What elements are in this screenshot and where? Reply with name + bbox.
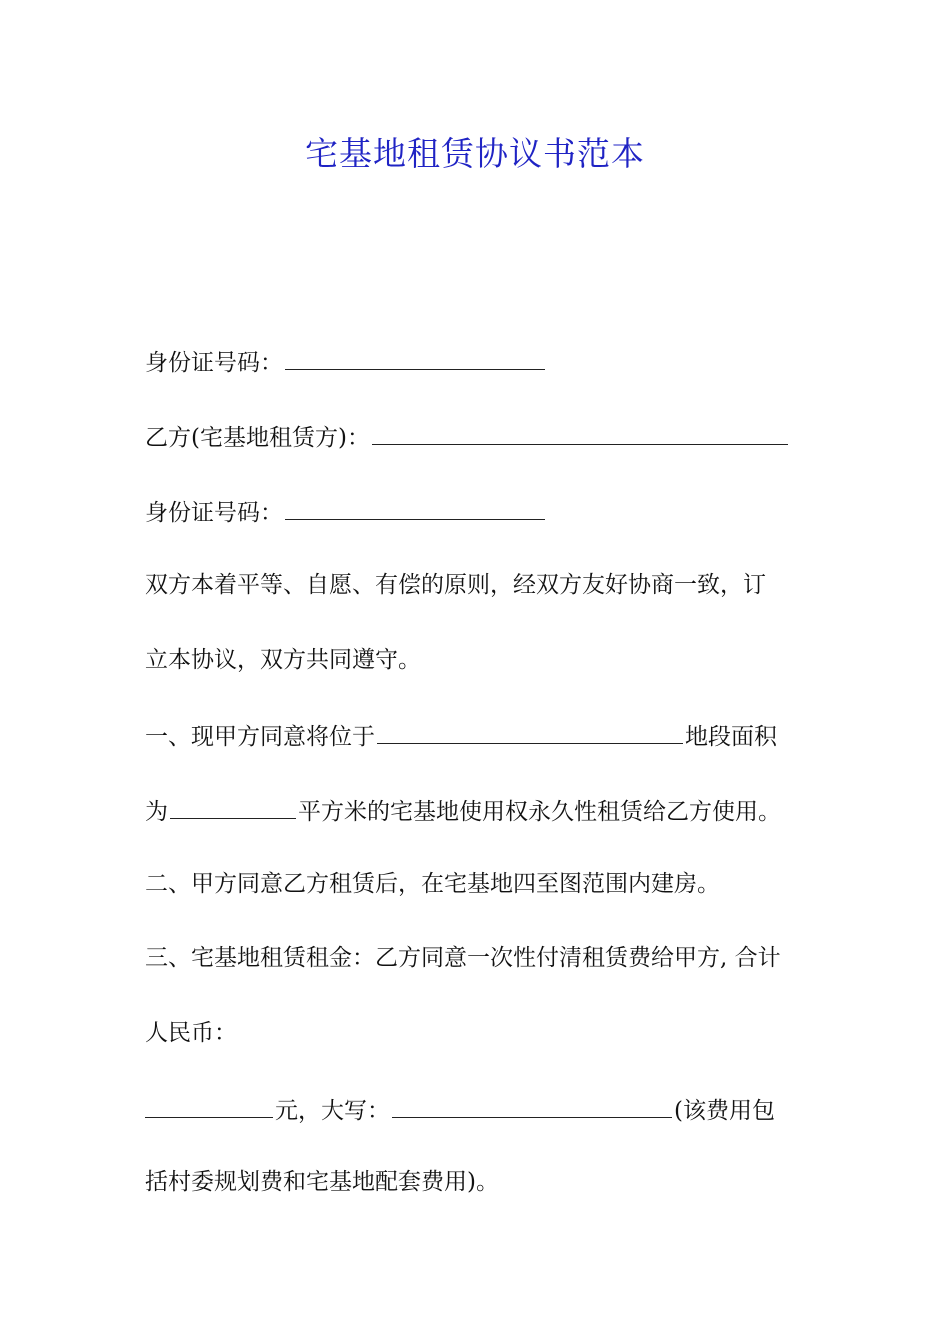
id-number-blank[interactable]: [285, 345, 545, 370]
principle-text-1: 双方本着平等、自愿、有偿的原则，经双方友好协商一致，订: [145, 572, 766, 598]
area-blank[interactable]: [170, 794, 296, 819]
party-b-blank[interactable]: [372, 420, 788, 445]
id-number-line-2: [145, 495, 547, 528]
document-title: 宅基地租赁协议书范本: [305, 134, 645, 173]
fee-note-end: 括村委规划费和宅基地配套费用)。: [145, 1169, 499, 1195]
principle-text-2: 立本协议，双方共同遵守。: [145, 647, 421, 673]
id-number-line-1: [145, 345, 547, 378]
id-number-blank[interactable]: [285, 495, 545, 520]
clause-1-line-2: [145, 794, 781, 827]
amount-words-blank[interactable]: [392, 1093, 672, 1118]
clause-3-line-2: [145, 1018, 237, 1048]
amount-text: 元，大写：: [275, 1098, 390, 1124]
clause-1-text-d: 平方米的宅基地使用权永久性租赁给乙方使用。: [298, 799, 781, 825]
clause-1-text-c: 为: [145, 799, 168, 825]
clause-1-line-1: [145, 719, 777, 752]
clause-1-text-b: 地段面积: [685, 724, 777, 750]
clause-1-text-a: 一、现甲方同意将位于: [145, 724, 375, 750]
id-number-label: 身份证号码：: [145, 350, 283, 376]
clause-3-text: 三、宅基地租赁租金：乙方同意一次性付清租赁费给甲方, 合计: [145, 945, 781, 971]
clause-2-line: [145, 869, 720, 899]
amount-blank[interactable]: [145, 1093, 273, 1118]
id-number-label: 身份证号码：: [145, 500, 283, 526]
location-blank[interactable]: [377, 719, 683, 744]
principle-line-1: [145, 570, 766, 600]
party-b-line: [145, 420, 790, 453]
clause-3-line-3: [145, 1093, 775, 1126]
clause-3-line-4: [145, 1167, 499, 1197]
rmb-label: 人民币：: [145, 1020, 237, 1046]
party-b-label: 乙方(宅基地租赁方)：: [145, 425, 370, 451]
principle-line-2: [145, 645, 421, 675]
clause-3-line-1: [145, 943, 781, 973]
fee-note-text: (该费用包: [674, 1098, 775, 1124]
clause-2-text: 二、甲方同意乙方租赁后，在宅基地四至图范围内建房。: [145, 871, 720, 897]
